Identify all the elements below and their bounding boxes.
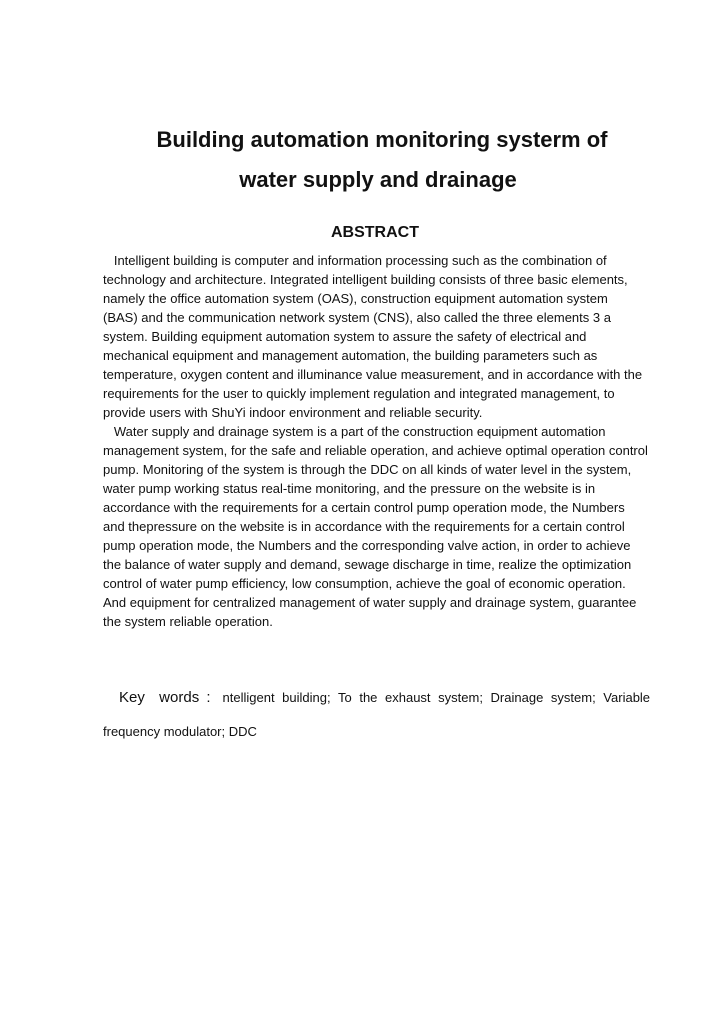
paragraph-line: and thepressure on the website is in accordance with the requirements for a certain control <box>103 519 625 534</box>
paragraph-line: And equipment for centralized management of water supply and drainage system, guarantee <box>103 595 637 610</box>
document-title-line-2: water supply and drainage <box>239 167 517 192</box>
paragraph-line: system. Building equipment automation system to assure the safety of electrical and <box>103 329 587 344</box>
document-title-line-1: Building automation monitoring systerm of <box>156 127 608 152</box>
paragraph-line: the system reliable operation. <box>103 614 273 629</box>
paragraph-line: temperature, oxygen content and illuminance value measurement, and in accordance with the <box>103 367 643 382</box>
paragraph-line: accordance with the requirements for a certain control pump operation mode, the Numbers <box>103 500 625 515</box>
paragraph-line: water pump working status real-time monitoring, and the pressure on the website is in <box>103 481 596 496</box>
paragraph-line: Water supply and drainage system is a part of the construction equipment automation <box>103 424 606 439</box>
abstract-heading: ABSTRACT <box>331 224 419 241</box>
abstract-paragraph-2 <box>103 422 683 631</box>
paragraph-line: management system, for the safe and reliable operation, and achieve optimal operation control <box>103 443 648 458</box>
paragraph-line: the balance of water supply and demand, sewage discharge in time, realize the optimization <box>103 557 632 572</box>
paragraph-line: namely the office automation system (OAS), construction equipment automation system <box>103 291 608 306</box>
paragraph-line: technology and architecture. Integrated intelligent building consists of three basic elements, <box>103 272 628 287</box>
keywords-value: ntelligent building; To the exhaust system; Drainage system; Variable <box>222 690 651 705</box>
paragraph-line: requirements for the user to quickly implement regulation and integrated management, to <box>103 386 615 401</box>
paragraph-line: pump operation mode, the Numbers and the corresponding valve action, in order to achieve <box>103 538 631 553</box>
paragraph-line: pump. Monitoring of the system is through the DDC on all kinds of water level in the system, <box>103 462 632 477</box>
keywords-line <box>103 688 683 708</box>
paragraph-line: provide users with ShuYi indoor environment and reliable security. <box>103 405 483 420</box>
paragraph-line: control of water pump efficiency, low consumption, achieve the goal of economic operation. <box>103 576 626 591</box>
abstract-paragraph-1 <box>103 251 683 422</box>
paragraph-line: mechanical equipment and management automation, the building parameters such as <box>103 348 598 363</box>
keywords-label: Key words : <box>119 689 211 706</box>
keywords-continuation: frequency modulator; DDC <box>103 724 257 739</box>
paragraph-line: (BAS) and the communication network system (CNS), also called the three elements 3 a <box>103 310 611 325</box>
paragraph-line: Intelligent building is computer and information processing such as the combination of <box>103 253 607 268</box>
